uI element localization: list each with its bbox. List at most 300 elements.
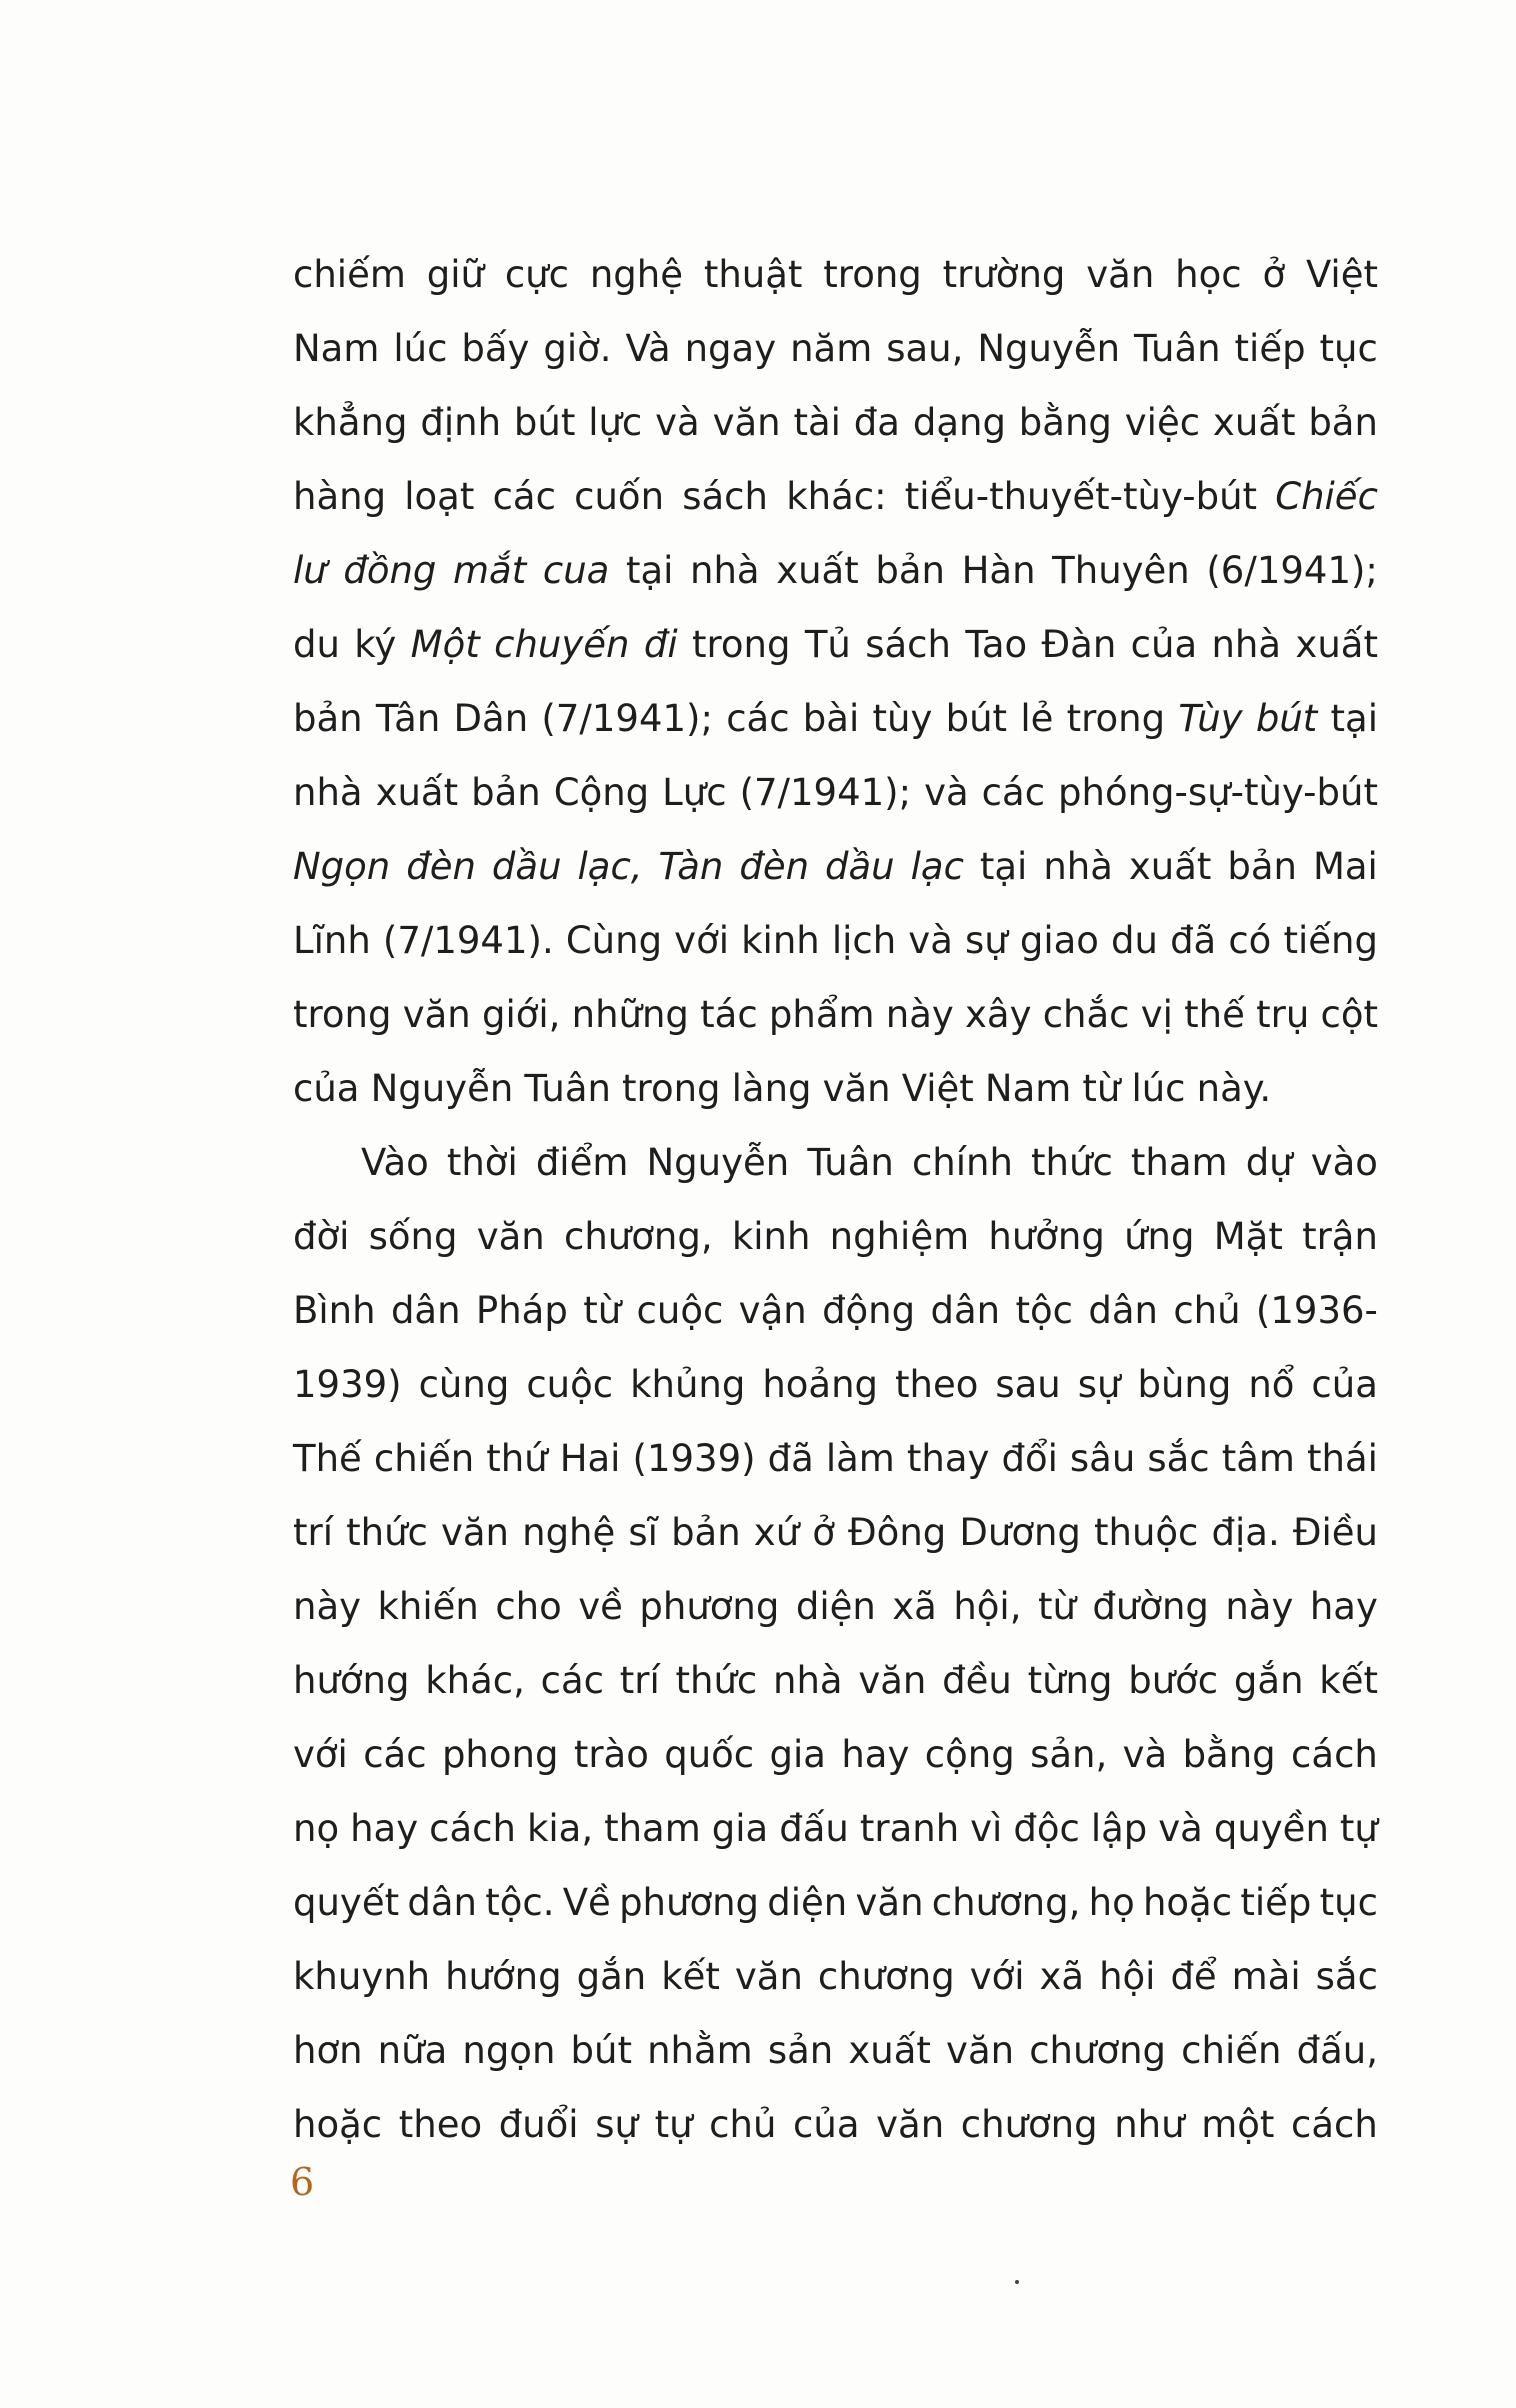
word: (1936- (1255, 1289, 1378, 1332)
word: Dương (959, 1511, 1081, 1554)
word: Cộng (553, 771, 650, 814)
word: này (1225, 1585, 1294, 1628)
word: chương (817, 1955, 955, 1998)
italic-word: dầu (491, 845, 562, 888)
word: gia (769, 1733, 826, 1776)
word: Tao (965, 623, 1028, 666)
word: và (924, 771, 969, 814)
word: sau (995, 1363, 1061, 1406)
word: về (578, 1585, 623, 1628)
word: tộc (1015, 1289, 1073, 1332)
word: việc (1124, 401, 1201, 444)
word: dạng (912, 401, 1006, 444)
word: cách (429, 1807, 516, 1850)
italic-word: đồng (343, 549, 437, 592)
word: sắc (1315, 1955, 1378, 1998)
word: trụ (1256, 993, 1310, 1036)
word: hội (1099, 1955, 1156, 1998)
word: văn (1086, 253, 1155, 296)
text-line (293, 386, 1378, 460)
word: đường (1092, 1585, 1209, 1628)
word: xây (965, 993, 1032, 1036)
word: đã (1170, 919, 1217, 962)
text-line (293, 1792, 1378, 1866)
word: nhà (690, 549, 760, 592)
text-line (293, 1126, 1378, 1200)
word: Tân (375, 697, 441, 740)
word: giới, (481, 993, 561, 1036)
print-speck (1015, 2280, 1019, 2284)
text-line (293, 2014, 1378, 2088)
word: sống (368, 1215, 458, 1258)
word: Nam (293, 327, 380, 370)
word: phương (619, 1881, 760, 1924)
word: bằng (1018, 401, 1112, 444)
word: sản (767, 2029, 834, 2072)
word: làm (825, 1437, 895, 1480)
text-line (293, 682, 1378, 756)
word: bút (513, 401, 576, 444)
word: quyền (1213, 1807, 1329, 1850)
word: hội, (953, 1585, 1022, 1628)
word: (6/1941); (1206, 549, 1378, 592)
word: bản (671, 1511, 741, 1554)
word: dân (1088, 1289, 1158, 1332)
word: các (540, 1659, 604, 1702)
word: một (1201, 2103, 1275, 2146)
word: dân (930, 1289, 1001, 1332)
word: của (293, 1067, 360, 1110)
word: Dân (453, 697, 529, 740)
word: bút (570, 2029, 632, 2072)
word: hoặc (1142, 1881, 1233, 1924)
italic-word: bút (1255, 697, 1318, 740)
word: cách (1291, 1733, 1378, 1776)
word: thế (1184, 993, 1245, 1036)
word: Nguyễn (646, 1141, 790, 1184)
word: tâm (1221, 1437, 1295, 1480)
word: các (363, 1733, 427, 1776)
word: vì (970, 1807, 1003, 1850)
word: vận (738, 1289, 807, 1332)
word: khác: (786, 475, 887, 518)
italic-word: mắt (453, 549, 527, 592)
word: Và (625, 327, 671, 370)
word: chính (911, 1141, 1013, 1184)
word: có (1228, 919, 1272, 962)
word: sự (1077, 1363, 1121, 1406)
word: dân (407, 1881, 477, 1924)
word: Mai (1312, 845, 1378, 888)
word: của (793, 2103, 860, 2146)
word: bài (802, 697, 860, 740)
word: cuốn (574, 475, 665, 518)
word: Lĩnh (293, 919, 371, 962)
word: quyết (293, 1881, 400, 1924)
word: tục (1319, 1881, 1378, 1924)
word: thời (446, 1141, 518, 1184)
text-line (293, 1570, 1378, 1644)
word: theo (398, 2103, 483, 2146)
word: nhà (1043, 845, 1113, 888)
word: làng (731, 1067, 812, 1110)
word: thứ (486, 1437, 548, 1480)
word: cột (1320, 993, 1378, 1036)
word: tại (1330, 697, 1378, 740)
text-line (293, 312, 1378, 386)
word: hoảng (762, 1363, 879, 1406)
word: Vào (361, 1141, 429, 1184)
word: cực (504, 253, 569, 296)
word: xuất (1212, 401, 1296, 444)
word: tiểu-thuyết-tùy-bút (904, 475, 1258, 518)
word: họ (1088, 1881, 1135, 1924)
word: khuynh (293, 1955, 431, 1998)
word: các (492, 475, 556, 518)
word: kết (1319, 1659, 1378, 1702)
word: và (655, 401, 700, 444)
word: xuất (776, 549, 859, 592)
word: văn (402, 993, 471, 1036)
word: sau, (886, 327, 964, 370)
word: thay (906, 1437, 990, 1480)
text-line (293, 830, 1378, 904)
text-line (293, 1052, 1378, 1126)
word: vào (1310, 1141, 1378, 1184)
word: văn (440, 1511, 510, 1554)
word: sâu (1069, 1437, 1136, 1480)
word: các (726, 697, 790, 740)
word: thức (346, 1511, 428, 1554)
word: bằng (1182, 1733, 1276, 1776)
word: từ (1037, 1585, 1076, 1628)
word: cộng (924, 1733, 1015, 1776)
word: diện (767, 1881, 848, 1924)
word: này (293, 1585, 362, 1628)
word: phong (441, 1733, 559, 1776)
word: bản (875, 549, 945, 592)
text-line (293, 1866, 1378, 1940)
word: chiến (373, 1437, 475, 1480)
italic-word: dầu (825, 845, 895, 888)
text-line (293, 1496, 1378, 1570)
word: bản (471, 771, 541, 814)
italic-word: đi (643, 623, 678, 666)
word: như (1114, 2103, 1185, 2146)
word: hướng (445, 1955, 562, 1998)
word: chương (960, 2103, 1098, 2146)
word: hàng (293, 475, 387, 518)
word: mài (1231, 1955, 1301, 1998)
page-number: 6 (290, 2160, 315, 2204)
word: chương, (931, 1881, 1081, 1924)
text-line (293, 1200, 1378, 1274)
word: với (674, 919, 729, 962)
text-line (293, 756, 1378, 830)
word: xuất (375, 771, 459, 814)
word: đời (293, 1215, 350, 1258)
text-line (293, 460, 1378, 534)
italic-word: đèn (739, 845, 810, 888)
word: trong (622, 1067, 721, 1110)
italic-word: Tàn (658, 845, 724, 888)
word: bấy (461, 327, 530, 370)
word: chủ (709, 2103, 777, 2146)
word: định (420, 401, 502, 444)
italic-word: Tùy (1178, 697, 1243, 740)
word: và (1122, 1733, 1168, 1776)
body-text (293, 238, 1378, 2162)
word: chương, (564, 1215, 713, 1258)
word: Về (562, 1881, 611, 1924)
word: Pháp (475, 1289, 568, 1332)
word: văn (734, 1955, 803, 1998)
word: những (571, 993, 689, 1036)
italic-word: đèn (406, 845, 476, 888)
word: Tủ (804, 623, 851, 666)
word: điểm (535, 1141, 629, 1184)
word: Việt (901, 1067, 974, 1110)
word: tự (1339, 1807, 1378, 1850)
word: độc (1013, 1807, 1080, 1850)
word: với (969, 1955, 1025, 1998)
word: Đàn (1041, 623, 1117, 666)
word: tiếp (1234, 327, 1306, 370)
word: nhà (773, 1659, 843, 1702)
text-line (293, 1422, 1378, 1496)
text-line (293, 238, 1378, 312)
word: xuất (1295, 623, 1378, 666)
word: trường (942, 253, 1066, 296)
word: Lực (662, 771, 727, 814)
word: tộc. (485, 1881, 555, 1924)
word: kinh (741, 919, 820, 962)
word: ở (1262, 253, 1286, 296)
word: xuất (848, 2029, 931, 2072)
word: địa. (1211, 1511, 1280, 1554)
word: văn (876, 2103, 945, 2146)
word: Điều (1292, 1511, 1378, 1554)
word: văn (712, 401, 781, 444)
word: học (1175, 253, 1242, 296)
word: theo (895, 1363, 979, 1406)
word: loạt (404, 475, 475, 518)
word: sách (865, 623, 951, 666)
word: tài (793, 401, 841, 444)
word: Nguyễn (977, 327, 1121, 370)
word: gắn (576, 1955, 647, 1998)
word: đấu (779, 1807, 849, 1850)
word: hướng (293, 1659, 410, 1702)
word: sĩ (628, 1511, 658, 1554)
word: Tuân (1134, 327, 1221, 370)
word: bút (945, 697, 1008, 740)
word: lập (1090, 1807, 1148, 1850)
word: 1939) (293, 1363, 402, 1406)
word: nghệ (522, 1511, 616, 1554)
word: từ (583, 1289, 622, 1332)
word: Tuân (807, 1141, 894, 1184)
text-line (293, 608, 1378, 682)
word: chắc (1042, 993, 1130, 1036)
word: trong (1066, 697, 1166, 740)
italic-word: Chiếc (1275, 475, 1378, 518)
word: nhằm (647, 2029, 753, 2072)
word: dân (390, 1289, 461, 1332)
word: nhà (1211, 623, 1282, 666)
word: đều (942, 1659, 1012, 1702)
word: nọ (293, 1807, 340, 1850)
word: tự (654, 2103, 693, 2146)
word: Thế (293, 1437, 362, 1480)
italic-word: lư (293, 549, 327, 592)
word: bản (1227, 845, 1297, 888)
text-line (293, 1644, 1378, 1718)
word: đa (853, 401, 900, 444)
word: chiến (1181, 2029, 1282, 2072)
word: nữa (377, 2029, 448, 2072)
word: tham (1130, 1141, 1228, 1184)
word: hoặc (293, 2103, 383, 2146)
word: thuộc (1094, 1511, 1199, 1554)
word: lúc (393, 327, 448, 370)
word: kinh (731, 1215, 811, 1258)
word: chủ (1173, 1289, 1241, 1332)
word: văn (858, 1659, 927, 1702)
word: cách (1291, 2103, 1378, 2146)
word: tục (1319, 327, 1378, 370)
word: khiến (377, 1585, 479, 1628)
word: hưởng (988, 1215, 1105, 1258)
word: hơn (293, 2029, 363, 2072)
word: cuộc (636, 1289, 724, 1332)
word: thái (1306, 1437, 1378, 1480)
word: nghệ (589, 253, 683, 296)
word: (7/1941); (541, 697, 713, 740)
word: Cùng (565, 919, 663, 962)
word: tại (625, 549, 674, 592)
word: du (293, 623, 340, 666)
word: lẻ (1020, 697, 1054, 740)
word: nổ (1248, 1363, 1295, 1406)
word: Mặt (1213, 1215, 1283, 1258)
word: lúc (1131, 1067, 1186, 1110)
word: ở (812, 1511, 835, 1554)
word: nhà (293, 771, 363, 814)
word: kết (661, 1955, 720, 1998)
italic-word: lạc, (577, 845, 643, 888)
word: phương (639, 1585, 780, 1628)
word: Tuân (524, 1067, 611, 1110)
word: văn (946, 2029, 1015, 2072)
italic-word: lạc (910, 845, 964, 888)
word: hay (350, 1807, 419, 1850)
word: giờ. (543, 327, 612, 370)
text-line (293, 904, 1378, 978)
word: đuổi (498, 2103, 579, 2146)
word: trào (573, 1733, 649, 1776)
word: quốc (664, 1733, 755, 1776)
word: hay (841, 1733, 910, 1776)
italic-word: cua (542, 549, 610, 592)
word: và (908, 919, 953, 962)
word: gia (711, 1807, 769, 1850)
word: bản (1308, 401, 1378, 444)
word: để (1170, 1955, 1217, 1998)
word: vị (1140, 993, 1173, 1036)
word: phẩm (768, 993, 875, 1036)
word: thức (675, 1659, 758, 1702)
word: thuật (703, 253, 803, 296)
word: xuất (1128, 845, 1212, 888)
text-line (293, 1274, 1378, 1348)
word: ngọn (462, 2029, 556, 2072)
word: giữ (426, 253, 484, 296)
word: tiếp (1240, 1881, 1312, 1924)
word: diện (795, 1585, 876, 1628)
word: trong (691, 623, 791, 666)
word: dự (1245, 1141, 1293, 1184)
word: này. (1196, 1067, 1272, 1110)
word: sản, (1030, 1733, 1108, 1776)
word: hay (1309, 1585, 1378, 1628)
word: bước (1128, 1659, 1219, 1702)
word: tiếng (1283, 919, 1378, 962)
word: sắc (1147, 1437, 1210, 1480)
word: trí (619, 1659, 660, 1702)
word: du (1111, 919, 1158, 962)
word: văn (855, 1881, 924, 1924)
word: cùng (418, 1363, 510, 1406)
word: cuộc (526, 1363, 614, 1406)
word: này (885, 993, 954, 1036)
word: Bình (293, 1289, 376, 1332)
word: ứng (1124, 1215, 1195, 1258)
word: xứ (753, 1511, 800, 1554)
word: tùy (872, 697, 933, 740)
word: tác (700, 993, 758, 1036)
word: từng (1027, 1659, 1113, 1702)
word: kia, (526, 1807, 594, 1850)
word: Đông (848, 1511, 947, 1554)
text-line (293, 2088, 1378, 2162)
word: đấu, (1296, 2029, 1378, 2072)
word: sách (682, 475, 768, 518)
word: lực (588, 401, 643, 444)
word: trong (823, 253, 922, 296)
word: của (1130, 623, 1198, 666)
word: chương (1029, 2029, 1167, 2072)
word: bùng (1137, 1363, 1232, 1406)
word: và (1158, 1807, 1203, 1850)
word: Hai (559, 1437, 621, 1480)
text-line (293, 1718, 1378, 1792)
word: năm (790, 327, 873, 370)
word: tại (979, 845, 1028, 888)
word: tranh (859, 1807, 960, 1850)
italic-word: Ngọn (293, 845, 391, 888)
word: Nguyễn (370, 1067, 514, 1110)
word: trong (293, 993, 392, 1036)
word: xã (1039, 1955, 1085, 1998)
text-line (293, 978, 1378, 1052)
word: sự (595, 2103, 638, 2146)
word: giao (1019, 919, 1099, 962)
word: lịch (831, 919, 897, 962)
word: nghiệm (829, 1215, 970, 1258)
word: bản (293, 697, 363, 740)
text-line (293, 1940, 1378, 2014)
